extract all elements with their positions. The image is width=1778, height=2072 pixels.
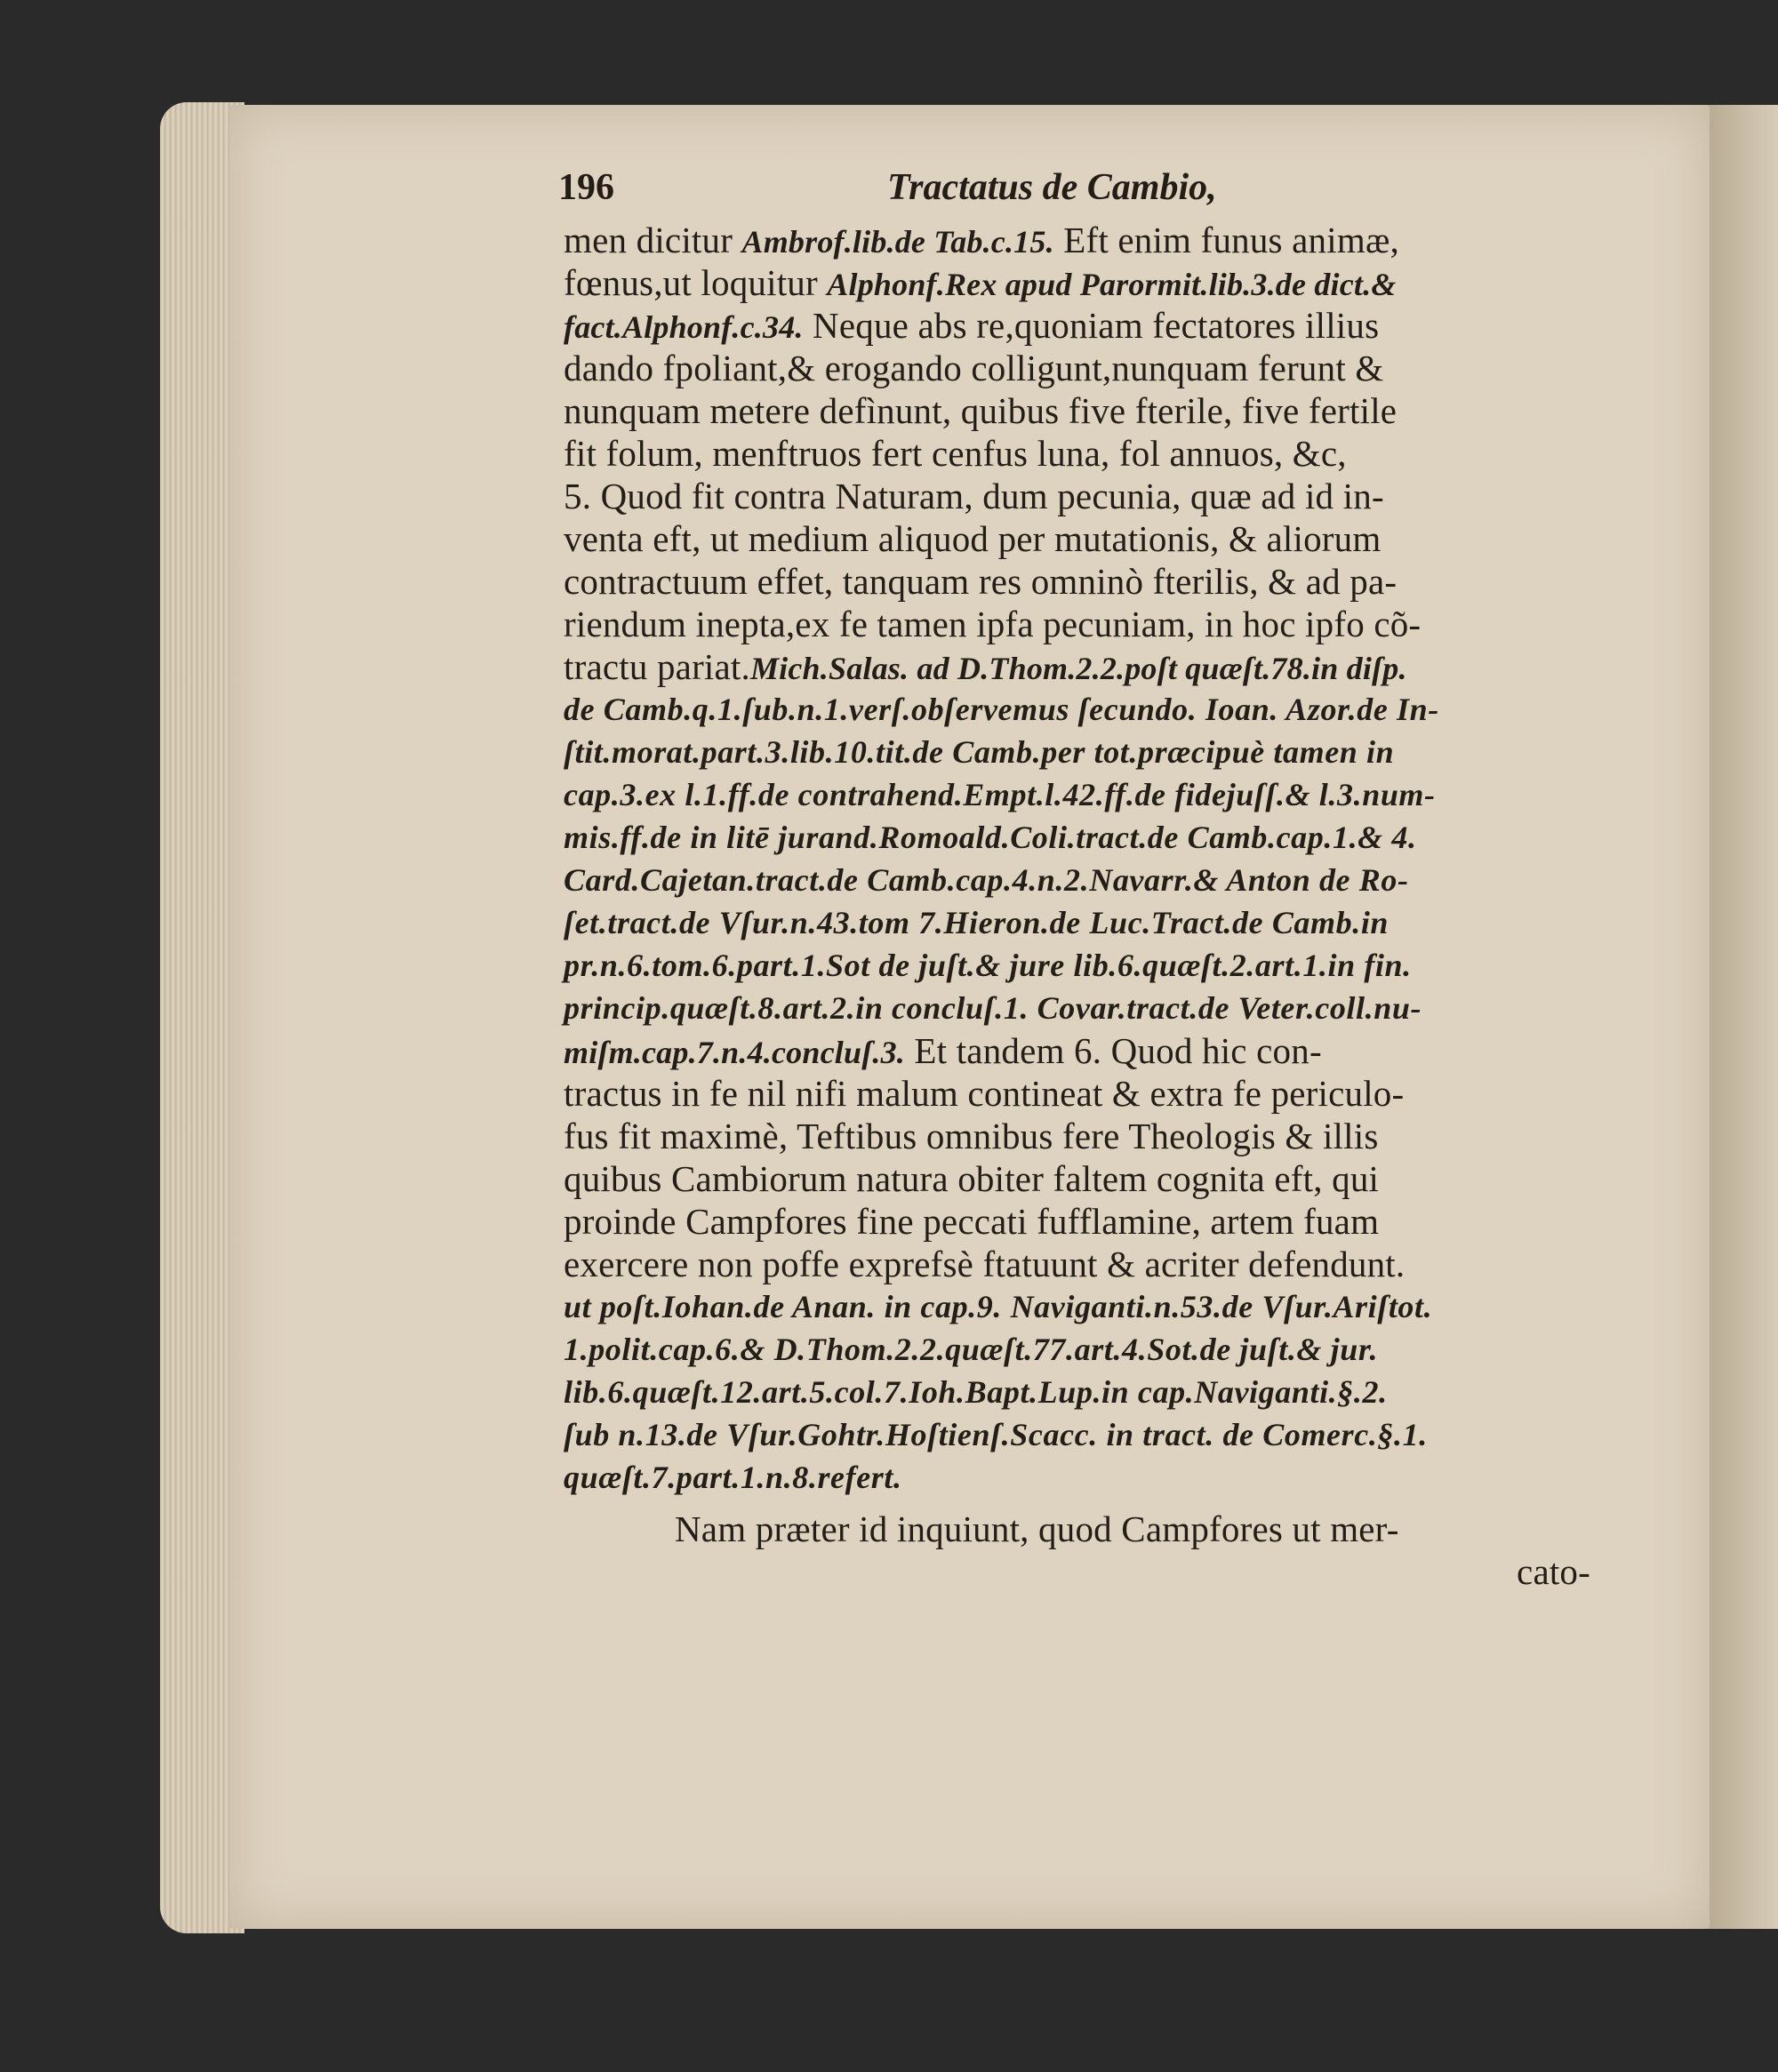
body-text [564, 219, 1604, 1593]
text-line: proinde Campfores fine peccati fufflamine, artem fuam [564, 1201, 1380, 1242]
text-line: tractu pariat.Mich.Salas. ad D.Thom.2.2.poſt quæſt.78.in diſp. [564, 646, 1407, 687]
text-line: exercere non poffe exprefsè ftatuunt & acriter defendunt. [564, 1244, 1406, 1284]
text-line: fus fit maximè, Teftibus omnibus fere Theologis & illis [564, 1116, 1379, 1156]
citation-line: de Camb.q.1.ſub.n.1.verſ.obſervemus ſecundo. Ioan. Azor.de In- [564, 692, 1439, 727]
catchword: cato- [1517, 1551, 1590, 1592]
text-line: miſm.cap.7.n.4.concluſ.3. Et tandem 6. Quod hic con- [564, 1030, 1322, 1071]
citation-line: princip.quæſt.8.art.2.in concluſ.1. Covar.tract.de Veter.coll.nu- [564, 990, 1422, 1026]
text-line: fact.Alphonf.c.34. Neque abs re,quoniam fectatores illius [564, 305, 1380, 346]
citation-line: pr.n.6.tom.6.part.1.Sot de juſt.& jure lib.6.quæſt.2.art.1.in fin. [564, 948, 1412, 983]
page-number: 196 [558, 167, 614, 208]
citation-line: lib.6.quæſt.12.art.5.col.7.Ioh.Bapt.Lup.in cap.Naviganti.§.2. [564, 1374, 1388, 1410]
text-line: dando fpoliant,& erogando colligunt,nunquam ferunt & [564, 348, 1384, 388]
text-line: quibus Cambiorum natura obiter faltem cognita eft, qui [564, 1158, 1380, 1199]
citation-line: ſet.tract.de Vſur.n.43.tom 7.Hieron.de Luc.Tract.de Camb.in [564, 905, 1390, 940]
citation-line: ſub n.13.de Vſur.Gohtr.Hoſtienſ.Scacc. in tract. de Comerc.§.1. [564, 1417, 1428, 1452]
citation-line: 1.polit.cap.6.& D.Thom.2.2.quæſt.77.art.4.Sot.de juſt.& jur. [564, 1332, 1379, 1367]
text-line: tractus in fe nil nifi malum contineat & extra fe periculo- [564, 1073, 1405, 1114]
citation-line: quæſt.7.part.1.n.8.refert. [564, 1460, 902, 1495]
citation-line: Card.Cajetan.tract.de Camb.cap.4.n.2.Navarr.& Anton de Ro- [564, 862, 1409, 898]
citation-line: ſtit.morat.part.3.lib.10.tit.de Camb.per tot.præcipuè tamen in [564, 734, 1395, 770]
text-line: venta eft, ut medium aliquod per mutationis, & aliorum [564, 518, 1382, 559]
page-header [558, 166, 1607, 220]
text-line: 5. Quod fit contra Naturam, dum pecunia, quæ ad id in- [564, 476, 1384, 516]
text-line: nunquam metere defìnunt, quibus five fterile, five fertile [564, 390, 1398, 431]
citation-line: mis.ff.de in litē jurand.Romoald.Coli.tract.de Camb.cap.1.& 4. [564, 820, 1417, 855]
text-line: men dicitur Ambrof.lib.de Tab.c.15. Eft enim funus animæ, [564, 220, 1399, 260]
running-head: Tractatus de Cambio, [887, 167, 1217, 208]
text-line: fœnus,ut loquitur Alphonf.Rex apud Parormit.lib.3.de dict.& [564, 262, 1397, 303]
citation-line: cap.3.ex l.1.ff.de contrahend.Empt.l.42.ff.de fidejuſſ.& l.3.num- [564, 777, 1436, 812]
text-line: riendum inepta,ex fe tamen ipfa pecuniam, in hoc ipfo cõ- [564, 604, 1422, 644]
citation-line: ut poſt.Iohan.de Anan. in cap.9. Naviganti.n.53.de Vſur.Ariſtot. [564, 1289, 1433, 1324]
text-line: contractuum effet, tanquam res omninò fterilis, & ad pa- [564, 561, 1398, 602]
text-line: fit folum, menftruos fert cenfus luna, fol annuos, &c, [564, 433, 1347, 474]
facing-page-edge [1707, 105, 1778, 1929]
paragraph-start-line: Nam præter id inquiunt, quod Campfores ut mer- [675, 1508, 1399, 1549]
